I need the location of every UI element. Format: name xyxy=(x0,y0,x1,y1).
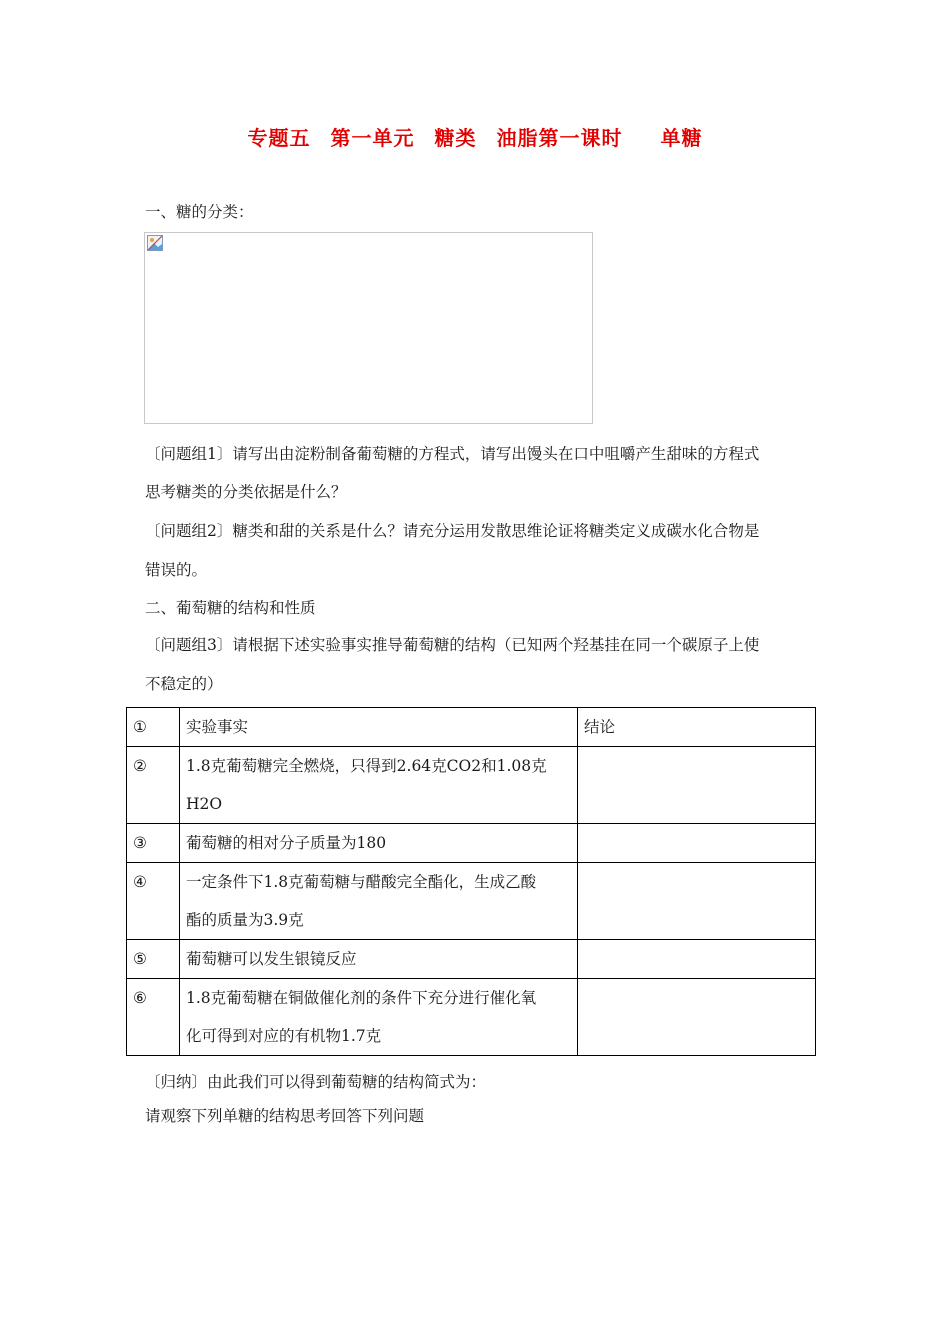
broken-image-icon xyxy=(147,235,163,251)
broken-image-placeholder xyxy=(144,232,593,424)
row-num: ② xyxy=(127,747,180,824)
table-row xyxy=(127,747,816,824)
fact-line: 化可得到对应的有机物1.7克 xyxy=(186,1027,382,1045)
row-num: ④ xyxy=(127,863,180,940)
row-num: ⑤ xyxy=(127,940,180,979)
table-header-row xyxy=(127,708,816,747)
row-num: ⑥ xyxy=(127,979,180,1056)
fact-line: 1.8克葡萄糖在铜做催化剂的条件下充分进行催化氧 xyxy=(186,989,537,1007)
title-part: 专题五 xyxy=(247,126,311,150)
row-conclusion xyxy=(578,979,816,1056)
page-title xyxy=(0,122,950,151)
fact-line: 1.8克葡萄糖完全燃烧，只得到2.64克CO2和1.08克 xyxy=(186,757,547,775)
header-conclusion: 结论 xyxy=(578,708,816,747)
header-fact: 实验事实 xyxy=(180,708,578,747)
row-conclusion xyxy=(578,863,816,940)
fact-line: 一定条件下1.8克葡萄糖与醋酸完全酯化，生成乙酸 xyxy=(186,873,537,891)
question-group-3-line1: 〔问题组3〕请根据下述实验事实推导葡萄糖的结构（已知两个羟基挂在同一个碳原子上使 xyxy=(145,636,760,654)
experiment-table xyxy=(126,707,816,1056)
table-row xyxy=(127,940,816,979)
question-group-2-line2: 错误的。 xyxy=(145,561,208,579)
row-fact xyxy=(180,824,578,863)
table-row xyxy=(127,824,816,863)
question-group-1-line1: 〔问题组1〕请写出由淀粉制备葡萄糖的方程式，请写出馒头在口中咀嚼产生甜味的方程式 xyxy=(145,445,760,463)
instruction-line: 请观察下列单糖的结构思考回答下列问题 xyxy=(145,1107,425,1125)
question-group-3-line2: 不稳定的） xyxy=(145,675,223,693)
row-fact xyxy=(180,979,578,1056)
row-conclusion xyxy=(578,940,816,979)
summary-line: 〔归纳〕由此我们可以得到葡萄糖的结构简式为： xyxy=(145,1073,487,1091)
fact-line: 葡萄糖可以发生银镜反应 xyxy=(186,950,357,968)
section-heading-glucose: 二、葡萄糖的结构和性质 xyxy=(145,599,316,617)
header-num: ① xyxy=(127,708,180,747)
row-fact xyxy=(180,863,578,940)
fact-line: H2O xyxy=(186,795,223,813)
row-num: ③ xyxy=(127,824,180,863)
fact-line: 酯的质量为3.9克 xyxy=(186,911,304,929)
table-row xyxy=(127,979,816,1056)
row-conclusion xyxy=(578,824,816,863)
title-part: 第一单元 xyxy=(330,126,415,150)
section-heading-classification: 一、糖的分类： xyxy=(145,203,254,221)
table-row xyxy=(127,863,816,940)
row-fact xyxy=(180,940,578,979)
row-fact xyxy=(180,747,578,824)
title-part: 糖类 xyxy=(434,126,477,150)
title-part: 油脂第一课时 xyxy=(496,126,623,150)
fact-line: 葡萄糖的相对分子质量为180 xyxy=(186,834,387,852)
title-part: 单糖 xyxy=(660,126,703,150)
row-conclusion xyxy=(578,747,816,824)
question-group-1-line2: 思考糖类的分类依据是什么？ xyxy=(145,483,347,501)
question-group-2-line1: 〔问题组2〕糖类和甜的关系是什么？请充分运用发散思维论证将糖类定义成碳水化合物是 xyxy=(145,522,760,540)
